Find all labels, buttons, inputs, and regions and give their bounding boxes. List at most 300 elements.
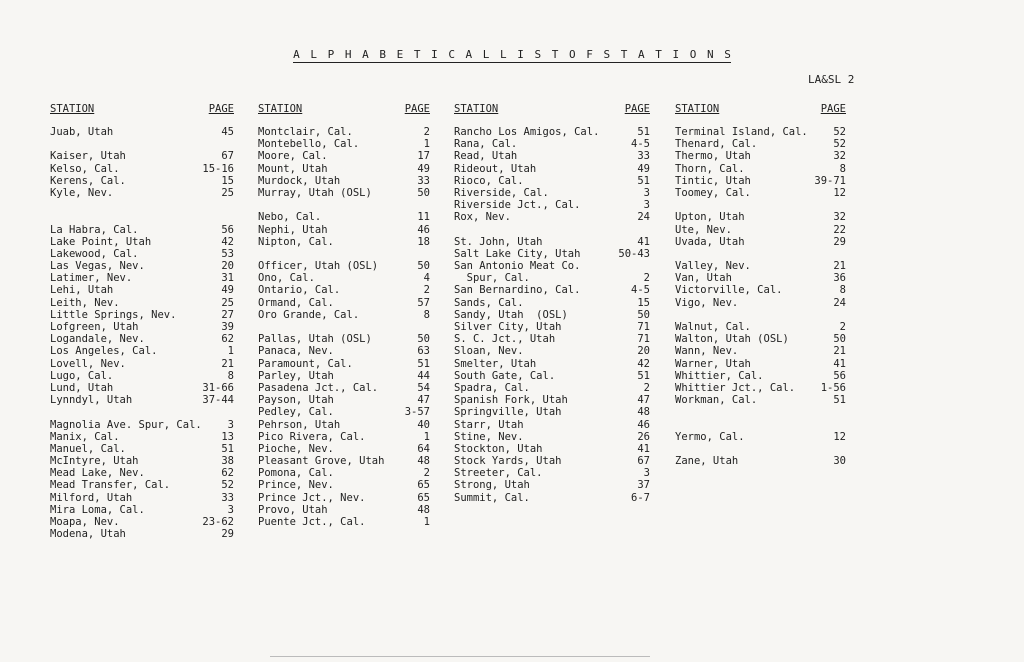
station-name: Kerens, Cal. bbox=[50, 174, 126, 187]
station-name: Spur, Cal. bbox=[454, 272, 530, 285]
station-page: 54 bbox=[417, 381, 430, 394]
station-page: 3 bbox=[643, 467, 650, 480]
station-name: Latimer, Nev. bbox=[50, 272, 133, 285]
station-name: Pedley, Cal. bbox=[258, 406, 334, 419]
station-column-1 bbox=[50, 103, 234, 541]
station-row bbox=[454, 406, 650, 418]
station-name: Las Vegas, Nev. bbox=[50, 260, 145, 273]
station-row bbox=[675, 358, 846, 370]
station-name: Prince Jct., Nev. bbox=[258, 491, 366, 504]
station-page: 48 bbox=[417, 455, 430, 468]
station-row bbox=[675, 284, 846, 296]
station-row bbox=[454, 394, 650, 406]
station-row bbox=[258, 260, 430, 272]
station-row bbox=[454, 467, 650, 479]
station-page: 63 bbox=[417, 345, 430, 358]
station-row bbox=[454, 345, 650, 357]
station-page: 56 bbox=[221, 223, 234, 236]
station-page: 42 bbox=[637, 357, 650, 370]
station-name: Silver City, Utah bbox=[454, 321, 562, 333]
station-page: 45 bbox=[221, 126, 234, 138]
station-row bbox=[258, 431, 430, 443]
station-name: Ormand, Cal. bbox=[258, 296, 334, 309]
station-page: 50 bbox=[417, 186, 430, 199]
station-name: Smelter, Utah bbox=[454, 357, 537, 370]
station-name: Sloan, Nev. bbox=[454, 345, 524, 358]
station-page: 15-16 bbox=[202, 162, 234, 175]
station-name: Zane, Utah bbox=[675, 455, 739, 468]
station-row bbox=[258, 248, 430, 260]
station-name: Montclair, Cal. bbox=[258, 126, 353, 138]
station-name: Provo, Utah bbox=[258, 503, 328, 516]
station-name: Pioche, Nev. bbox=[258, 442, 334, 455]
station-page: 32 bbox=[833, 211, 846, 224]
station-page: 30 bbox=[833, 455, 846, 468]
station-row bbox=[675, 370, 846, 382]
station-page: 51 bbox=[637, 369, 650, 382]
station-name: Read, Utah bbox=[454, 150, 518, 163]
station-page: 62 bbox=[221, 467, 234, 480]
station-name: Summit, Cal. bbox=[454, 491, 530, 504]
station-name: Rox, Nev. bbox=[454, 211, 511, 224]
station-page: 24 bbox=[833, 296, 846, 309]
station-name: Oro Grande, Cal. bbox=[258, 308, 360, 321]
station-page: 41 bbox=[637, 235, 650, 248]
station-row bbox=[454, 187, 650, 199]
station-row bbox=[675, 211, 846, 223]
station-row bbox=[258, 382, 430, 394]
station-page: 33 bbox=[637, 150, 650, 163]
station-name: Lund, Utah bbox=[50, 381, 114, 394]
station-page: 65 bbox=[417, 491, 430, 504]
station-row bbox=[50, 467, 234, 479]
station-row bbox=[454, 443, 650, 455]
station-page: 51 bbox=[637, 126, 650, 138]
station-name: Milford, Utah bbox=[50, 491, 133, 504]
station-row bbox=[454, 138, 650, 150]
station-name: Rioco, Cal. bbox=[454, 174, 524, 187]
station-row bbox=[675, 260, 846, 272]
station-name: Montebello, Cal. bbox=[258, 138, 360, 151]
station-row bbox=[675, 163, 846, 175]
station-name: Nebo, Cal. bbox=[258, 211, 322, 224]
station-row bbox=[258, 455, 430, 467]
station-page: 51 bbox=[833, 394, 846, 407]
station-page: 26 bbox=[637, 430, 650, 443]
station-name: Streeter, Cal. bbox=[454, 467, 543, 480]
station-row bbox=[454, 455, 650, 467]
station-row bbox=[258, 406, 430, 418]
station-page: 51 bbox=[637, 174, 650, 187]
station-page: 71 bbox=[637, 321, 650, 333]
station-row bbox=[258, 199, 430, 211]
station-page: 24 bbox=[637, 211, 650, 224]
station-page: 8 bbox=[839, 162, 846, 175]
station-column-2 bbox=[258, 103, 430, 528]
station-row bbox=[454, 297, 650, 309]
station-page: 8 bbox=[423, 308, 430, 321]
station-page: 31 bbox=[221, 272, 234, 285]
station-page: 17 bbox=[417, 150, 430, 163]
station-page: 3 bbox=[643, 199, 650, 212]
station-row bbox=[454, 333, 650, 345]
station-name: Ontario, Cal. bbox=[258, 284, 341, 297]
station-page: 8 bbox=[227, 369, 234, 382]
station-page: 46 bbox=[637, 418, 650, 431]
station-page: 20 bbox=[637, 345, 650, 358]
station-name: Murdock, Utah bbox=[258, 174, 341, 187]
station-row bbox=[50, 528, 234, 540]
station-page: 44 bbox=[417, 369, 430, 382]
station-name: Moapa, Nev. bbox=[50, 516, 120, 528]
station-page: 25 bbox=[221, 186, 234, 199]
station-row bbox=[454, 224, 650, 236]
station-page: 46 bbox=[417, 223, 430, 236]
station-name: Sands, Cal. bbox=[454, 296, 524, 309]
station-row bbox=[258, 479, 430, 491]
station-row bbox=[50, 321, 234, 333]
station-name: Lovell, Nev. bbox=[50, 357, 126, 370]
station-page: 11 bbox=[417, 211, 430, 224]
station-row bbox=[675, 455, 846, 467]
station-row bbox=[675, 126, 846, 138]
station-page: 15 bbox=[637, 296, 650, 309]
station-name: Walton, Utah (OSL) bbox=[675, 333, 789, 346]
station-name: Pallas, Utah (OSL) bbox=[258, 333, 372, 346]
station-name: Lehi, Utah bbox=[50, 284, 114, 297]
station-row bbox=[50, 479, 234, 491]
station-row bbox=[50, 492, 234, 504]
station-name: Lofgreen, Utah bbox=[50, 321, 139, 333]
station-row bbox=[454, 492, 650, 504]
station-row bbox=[258, 467, 430, 479]
station-page: 2 bbox=[423, 126, 430, 138]
document-code: LA&SL 2 bbox=[808, 73, 855, 86]
station-row bbox=[258, 419, 430, 431]
station-page: 22 bbox=[833, 223, 846, 236]
page-header: PAGE bbox=[624, 103, 650, 115]
station-row bbox=[258, 175, 430, 187]
station-name: Prince, Nev. bbox=[258, 479, 334, 492]
station-row bbox=[258, 443, 430, 455]
station-name: Ono, Cal. bbox=[258, 272, 315, 285]
column-header bbox=[454, 103, 650, 116]
station-row bbox=[258, 516, 430, 528]
station-page: 25 bbox=[221, 296, 234, 309]
station-list bbox=[454, 126, 650, 504]
station-row bbox=[50, 443, 234, 455]
station-name: Riverside Jct., Cal. bbox=[454, 199, 581, 212]
station-row bbox=[675, 321, 846, 333]
station-row bbox=[258, 138, 430, 150]
station-name: San Bernardino, Cal. bbox=[454, 284, 581, 297]
station-row bbox=[258, 284, 430, 296]
station-page: 49 bbox=[637, 162, 650, 175]
station-page: 3-57 bbox=[404, 406, 430, 419]
station-page: 4-5 bbox=[631, 284, 650, 297]
station-page: 2 bbox=[643, 272, 650, 285]
station-page: 1 bbox=[423, 138, 430, 151]
station-row bbox=[50, 126, 234, 138]
station-name: Moore, Cal. bbox=[258, 150, 328, 163]
station-page: 4 bbox=[423, 272, 430, 285]
station-name: Rideout, Utah bbox=[454, 162, 537, 175]
station-row bbox=[258, 224, 430, 236]
station-row bbox=[675, 175, 846, 187]
station-name: Nephi, Utah bbox=[258, 223, 328, 236]
station-page: 65 bbox=[417, 479, 430, 492]
station-name: Little Springs, Nev. bbox=[50, 308, 177, 321]
station-row bbox=[50, 370, 234, 382]
station-name: Mead Transfer, Cal. bbox=[50, 479, 171, 492]
station-name: Nipton, Cal. bbox=[258, 235, 334, 248]
station-page: 4-5 bbox=[631, 138, 650, 151]
station-row bbox=[454, 431, 650, 443]
station-page: 42 bbox=[221, 235, 234, 248]
station-name: San Antonio Meat Co. bbox=[454, 260, 581, 273]
station-name: Pleasant Grove, Utah bbox=[258, 455, 385, 468]
station-header: STATION bbox=[454, 103, 499, 115]
station-page: 52 bbox=[833, 138, 846, 151]
station-list bbox=[258, 126, 430, 528]
station-header: STATION bbox=[50, 103, 95, 115]
station-page: 32 bbox=[833, 150, 846, 163]
station-row bbox=[50, 284, 234, 296]
column-header bbox=[258, 103, 430, 116]
station-row bbox=[258, 150, 430, 162]
station-row bbox=[258, 163, 430, 175]
station-row bbox=[675, 394, 846, 406]
station-row bbox=[50, 199, 234, 211]
station-name: Stine, Nev. bbox=[454, 430, 524, 443]
station-name: Rancho Los Amigos, Cal. bbox=[454, 126, 600, 138]
station-name: Stockton, Utah bbox=[454, 442, 543, 455]
station-name: Whittier Jct., Cal. bbox=[675, 381, 796, 394]
station-row bbox=[675, 406, 846, 418]
station-row bbox=[50, 175, 234, 187]
station-name: Toomey, Cal. bbox=[675, 186, 751, 199]
station-page: 67 bbox=[221, 150, 234, 163]
station-page: 51 bbox=[221, 442, 234, 455]
station-page: 47 bbox=[417, 394, 430, 407]
station-name: Rana, Cal. bbox=[454, 138, 518, 151]
station-name: Kyle, Nev. bbox=[50, 186, 114, 199]
station-row bbox=[50, 260, 234, 272]
station-row bbox=[50, 382, 234, 394]
station-page: 29 bbox=[833, 235, 846, 248]
station-page: 50 bbox=[417, 260, 430, 273]
station-page: 18 bbox=[417, 235, 430, 248]
page-title-text: A L P H A B E T I C A L L I S T O F S T A T I O N S bbox=[293, 48, 731, 61]
station-page: 71 bbox=[637, 333, 650, 346]
station-row bbox=[454, 272, 650, 284]
station-name: Pasadena Jct., Cal. bbox=[258, 381, 379, 394]
station-row bbox=[50, 187, 234, 199]
station-page: 50-43 bbox=[618, 247, 650, 260]
station-page: 40 bbox=[417, 418, 430, 431]
station-name: Lynndyl, Utah bbox=[50, 394, 133, 407]
station-page: 1 bbox=[227, 345, 234, 358]
station-page: 48 bbox=[637, 406, 650, 419]
station-row bbox=[675, 150, 846, 162]
station-name: Riverside, Cal. bbox=[454, 186, 549, 199]
station-page: 51 bbox=[417, 357, 430, 370]
station-row bbox=[50, 394, 234, 406]
station-name: Upton, Utah bbox=[675, 211, 745, 224]
station-name: Parley, Utah bbox=[258, 369, 334, 382]
station-list bbox=[50, 126, 234, 540]
station-page: 1 bbox=[423, 516, 430, 528]
station-name: Whittier, Cal. bbox=[675, 369, 764, 382]
station-page: 1 bbox=[423, 430, 430, 443]
station-row bbox=[50, 138, 234, 150]
station-page: 12 bbox=[833, 186, 846, 199]
station-page: 47 bbox=[637, 394, 650, 407]
station-name: Workman, Cal. bbox=[675, 394, 758, 407]
column-header bbox=[675, 103, 846, 116]
station-row bbox=[258, 504, 430, 516]
station-row bbox=[454, 321, 650, 333]
station-name: Walnut, Cal. bbox=[675, 321, 751, 333]
station-name: Yermo, Cal. bbox=[675, 430, 745, 443]
station-row bbox=[675, 199, 846, 211]
station-row bbox=[258, 236, 430, 248]
station-name: Pomona, Cal. bbox=[258, 467, 334, 480]
station-page: 20 bbox=[221, 260, 234, 273]
station-page: 62 bbox=[221, 333, 234, 346]
station-page: 48 bbox=[417, 503, 430, 516]
station-page: 31-66 bbox=[202, 381, 234, 394]
station-name: Paramount, Cal. bbox=[258, 357, 353, 370]
station-page: 57 bbox=[417, 296, 430, 309]
station-name: Valley, Nev. bbox=[675, 260, 751, 273]
station-page: 2 bbox=[423, 467, 430, 480]
station-page: 2 bbox=[423, 284, 430, 297]
station-page: 49 bbox=[417, 162, 430, 175]
station-page: 38 bbox=[221, 455, 234, 468]
station-name: Victorville, Cal. bbox=[675, 284, 783, 297]
station-row bbox=[675, 333, 846, 345]
station-name: South Gate, Cal. bbox=[454, 369, 556, 382]
station-name: Magnolia Ave. Spur, Cal. bbox=[50, 418, 202, 431]
station-page: 1-56 bbox=[820, 381, 846, 394]
station-name: Thermo, Utah bbox=[675, 150, 751, 163]
station-page: 33 bbox=[417, 174, 430, 187]
station-name: Los Angeles, Cal. bbox=[50, 345, 158, 358]
station-row bbox=[454, 126, 650, 138]
station-row bbox=[258, 187, 430, 199]
station-name: Warner, Utah bbox=[675, 357, 751, 370]
station-name: Juab, Utah bbox=[50, 126, 114, 138]
station-name: Manix, Cal. bbox=[50, 430, 120, 443]
station-row bbox=[454, 358, 650, 370]
station-row bbox=[675, 382, 846, 394]
station-name: Salt Lake City, Utah bbox=[454, 247, 581, 260]
station-name: St. John, Utah bbox=[454, 235, 543, 248]
station-row bbox=[454, 419, 650, 431]
station-row bbox=[50, 309, 234, 321]
station-name: Uvada, Utah bbox=[675, 235, 745, 248]
station-header: STATION bbox=[258, 103, 303, 115]
station-row bbox=[50, 333, 234, 345]
station-row bbox=[258, 272, 430, 284]
station-row bbox=[50, 297, 234, 309]
station-row bbox=[258, 309, 430, 321]
station-name: La Habra, Cal. bbox=[50, 223, 139, 236]
station-row bbox=[50, 455, 234, 467]
station-row bbox=[675, 443, 846, 455]
station-page: 3 bbox=[643, 186, 650, 199]
station-page: 23-62 bbox=[202, 516, 234, 528]
station-row bbox=[675, 309, 846, 321]
station-name: Modena, Utah bbox=[50, 528, 126, 541]
station-row bbox=[50, 419, 234, 431]
station-row bbox=[675, 187, 846, 199]
station-name: Tintic, Utah bbox=[675, 174, 751, 187]
station-row bbox=[258, 297, 430, 309]
station-name: Pico Rivera, Cal. bbox=[258, 430, 366, 443]
station-column-3 bbox=[454, 103, 650, 504]
station-page: 8 bbox=[839, 284, 846, 297]
station-page: 27 bbox=[221, 308, 234, 321]
station-name: Strong, Utah bbox=[454, 479, 530, 492]
station-row bbox=[50, 272, 234, 284]
page-title bbox=[0, 48, 1024, 61]
station-page: 13 bbox=[221, 430, 234, 443]
station-name: Thorn, Cal. bbox=[675, 162, 745, 175]
station-row bbox=[454, 199, 650, 211]
station-row bbox=[454, 260, 650, 272]
station-row bbox=[258, 321, 430, 333]
station-name: Mead Lake, Nev. bbox=[50, 467, 145, 480]
station-name: Van, Utah bbox=[675, 272, 732, 285]
station-row bbox=[454, 163, 650, 175]
page-edge-line bbox=[270, 656, 650, 657]
station-name: Lakewood, Cal. bbox=[50, 247, 139, 260]
station-row bbox=[50, 516, 234, 528]
station-page: 36 bbox=[833, 272, 846, 285]
station-name: Sandy, Utah (OSL) bbox=[454, 308, 568, 321]
station-row bbox=[454, 236, 650, 248]
station-name: Spadra, Cal. bbox=[454, 381, 530, 394]
station-row bbox=[454, 479, 650, 491]
station-page: 21 bbox=[833, 260, 846, 273]
station-row bbox=[50, 211, 234, 223]
station-name: Stock Yards, Utah bbox=[454, 455, 562, 468]
station-page: 15 bbox=[221, 174, 234, 187]
station-page: 3 bbox=[227, 418, 234, 431]
station-row bbox=[454, 309, 650, 321]
station-row bbox=[50, 406, 234, 418]
page-header: PAGE bbox=[404, 103, 430, 115]
page-header: PAGE bbox=[208, 103, 234, 115]
station-row bbox=[454, 211, 650, 223]
station-page: 2 bbox=[839, 321, 846, 333]
station-page: 21 bbox=[221, 357, 234, 370]
station-row bbox=[454, 248, 650, 260]
station-name: Lugo, Cal. bbox=[50, 369, 114, 382]
station-page: 29 bbox=[221, 528, 234, 541]
station-row bbox=[675, 345, 846, 357]
station-name: Terminal Island, Cal. bbox=[675, 126, 808, 138]
station-row bbox=[454, 150, 650, 162]
station-row bbox=[675, 272, 846, 284]
station-page: 12 bbox=[833, 430, 846, 443]
station-row bbox=[50, 224, 234, 236]
station-name: Pehrson, Utah bbox=[258, 418, 341, 431]
station-page: 50 bbox=[833, 333, 846, 346]
station-page: 67 bbox=[637, 455, 650, 468]
